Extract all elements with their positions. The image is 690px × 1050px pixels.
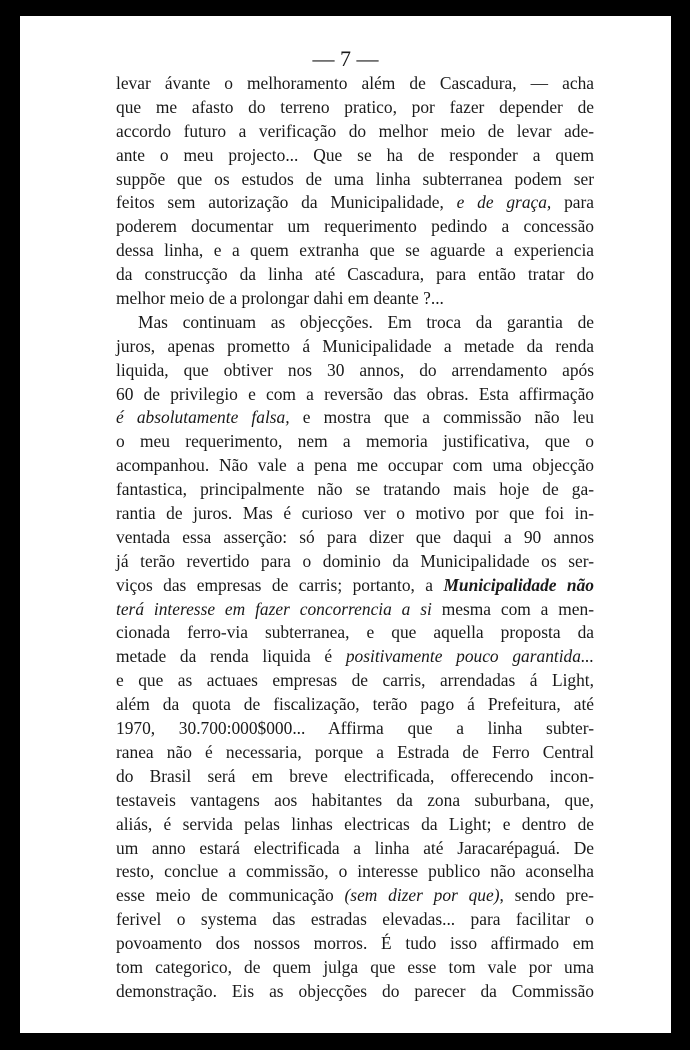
text-segment: um anno estará electrificada a linha até Jaracarépaguá. De (116, 837, 594, 858)
text-segment: testaveis vantagens aos habitantes da zona suburbana, que, (116, 789, 594, 810)
text-line (116, 956, 594, 980)
text-segment: para (551, 192, 594, 213)
text-line (116, 406, 594, 430)
text-segment: ranea não é necessaria, porque a Estrada de Ferro Central (116, 741, 594, 762)
text-line (116, 120, 594, 144)
text-line (116, 144, 594, 168)
text-line (116, 263, 594, 287)
text-line (116, 693, 594, 717)
text-line (116, 932, 594, 956)
text-line (116, 430, 594, 454)
text-segment: rantia de juros. Mas é curioso ver o motivo por que foi in- (116, 503, 594, 524)
text-line (116, 884, 594, 908)
text-line (116, 813, 594, 837)
text-segment: mesma com a men- (431, 598, 595, 619)
text-segment: feitos sem autorização da Municipalidade, (116, 192, 457, 213)
text-line (116, 311, 594, 335)
text-line (116, 502, 594, 526)
text-segment: resto, conclue a commissão, o interesse publico não aconselha (116, 861, 594, 882)
text-line (116, 96, 594, 120)
text-segment: e que as actuaes empresas de carris, arrendadas á Light, (116, 670, 594, 691)
text-segment: suppõe que os estudos de uma linha subterranea podem ser (116, 168, 594, 189)
text-segment: já terão revertido para o dominio da Municipalidade os ser- (116, 550, 594, 571)
text-line (116, 908, 594, 932)
emphasized-text: e de graça, (456, 192, 552, 213)
text-segment: ante o meu projecto... Que se ha de responder a quem (116, 144, 594, 165)
emphasized-text: (sem dizer por que) (344, 885, 500, 906)
text-segment: , sendo pre- (499, 885, 594, 906)
text-line (116, 478, 594, 502)
text-line (116, 550, 594, 574)
body-text (116, 72, 594, 1004)
text-segment: dessa linha, e a quem extranha que se aguarde a experiencia (116, 240, 594, 261)
text-segment: fantastica, principalmente não se tratando mais hoje de ga- (116, 479, 594, 500)
text-segment: 60 de privilegio e com a reversão das obras. Esta affirmação (116, 383, 594, 404)
text-segment: esse meio de communicação (116, 885, 345, 906)
text-segment: acompanhou. Não vale a pena me occupar com uma objecção (116, 455, 594, 476)
text-line (116, 383, 594, 407)
text-line (116, 645, 594, 669)
text-segment: metade da renda liquida é (116, 646, 346, 667)
text-segment: 1970, 30.700:000$000... Affirma que a linha subter- (116, 718, 594, 739)
text-segment: ferivel o systema das estradas elevadas... para facilitar o (116, 909, 594, 930)
text-segment: do Brasil será em breve electrificada, offerecendo incon- (116, 765, 594, 786)
text-line (116, 717, 594, 741)
text-segment: que me afasto do terreno pratico, por fazer depender de (116, 96, 594, 117)
text-segment: levar ávante o melhoramento além de Cascadura, — acha (116, 73, 594, 93)
text-line (116, 574, 594, 598)
document-page (20, 16, 671, 1033)
text-segment: cionada ferro-via subterranea, e que aquella proposta da (116, 622, 594, 643)
text-line (116, 598, 594, 622)
text-segment: accordo futuro a verificação do melhor meio de levar ade- (116, 120, 594, 141)
text-line (116, 454, 594, 478)
text-line (116, 168, 594, 192)
text-line (116, 287, 594, 311)
text-line (116, 765, 594, 789)
text-line (116, 669, 594, 693)
text-segment: ventada essa asserção: só para dizer que daqui a 90 annos (116, 526, 594, 547)
text-line (116, 72, 594, 96)
text-line (116, 191, 594, 215)
emphasized-text: positivamente pouco garantida... (345, 646, 594, 667)
text-line (116, 526, 594, 550)
text-segment: Mas continuam as objecções. Em troca da garantia de (138, 311, 594, 332)
text-line (116, 215, 594, 239)
text-line (116, 621, 594, 645)
text-segment: o meu requerimento, nem a memoria justificativa, que o (116, 431, 594, 452)
text-line (116, 980, 594, 1004)
emphasized-text: terá interesse em fazer concorrencia a si (116, 598, 432, 619)
text-segment: melhor meio de a prolongar dahi em deante ?... (116, 288, 444, 309)
text-segment: juros, apenas prometto á Municipalidade a metade da renda (116, 335, 594, 356)
page-number: — 7 — (312, 46, 379, 71)
text-segment: aliás, é servida pelas linhas electricas da Light; e dentro de (116, 813, 594, 834)
emphasized-text: é absolutamente falsa, (116, 407, 290, 428)
text-line (116, 359, 594, 383)
text-segment: demonstração. Eis as objecções do parecer da Commissão (116, 980, 594, 1001)
text-line (116, 837, 594, 861)
text-segment: e mostra que a commissão não leu (289, 407, 595, 428)
text-segment: tom categorico, de quem julga que esse tom vale por uma (116, 956, 594, 977)
text-line (116, 741, 594, 765)
text-line (116, 335, 594, 359)
text-segment: além da quota de fiscalização, terão pago á Prefeitura, até (116, 694, 594, 715)
text-segment: poderem documentar um requerimento pedindo a concessão (116, 216, 594, 237)
text-segment: viços das empresas de carris; portanto, a (116, 574, 444, 595)
text-segment: da construcção da linha até Cascadura, para então tratar do (116, 264, 594, 285)
text-line (116, 789, 594, 813)
text-segment: povoamento dos nossos morros. É tudo isso affirmado em (116, 933, 594, 954)
emphasized-text: Municipalidade não (443, 574, 594, 595)
text-segment: liquida, que obtiver nos 30 annos, do arrendamento após (116, 359, 594, 380)
text-line (116, 239, 594, 263)
text-line (116, 860, 594, 884)
